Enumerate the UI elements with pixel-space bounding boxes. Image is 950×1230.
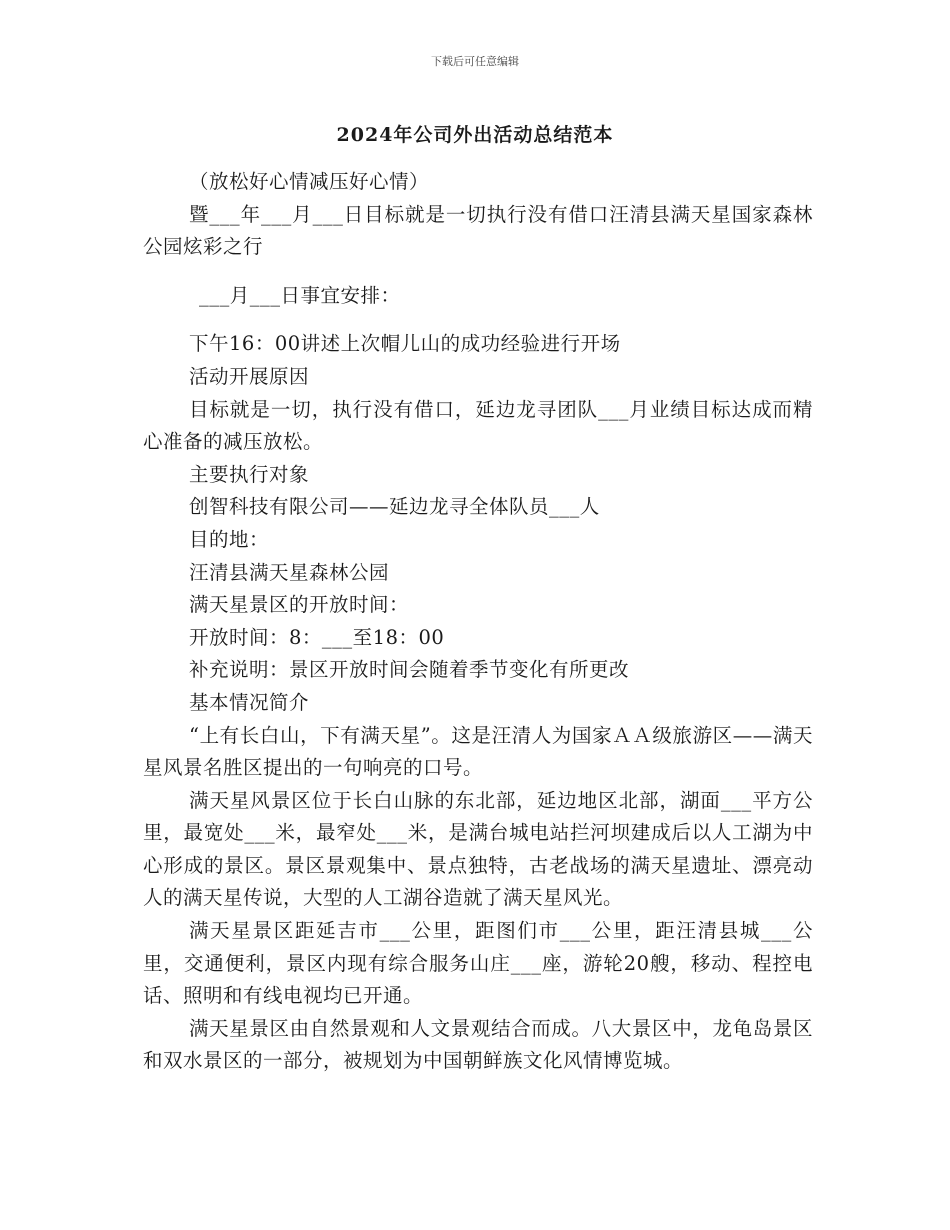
paragraph-hours-heading: 满天星景区的开放时间： xyxy=(189,593,410,617)
paragraph-destination: 汪清县满天星森林公园 xyxy=(189,560,390,584)
paragraph-reason: 目标就是一切，执行没有借口，延边龙寻团队___月业绩目标达成而精心准备的减压放松。 xyxy=(143,397,813,454)
paragraph-hours: 开放时间：8：___至18：00 xyxy=(189,625,445,649)
spacer xyxy=(143,264,813,280)
spacer xyxy=(143,312,813,328)
document-body xyxy=(143,166,813,1078)
paragraph-transport: 满天星景区距延吉市___公里，距图们市___公里，距汪清县城___公里，交通便利，景区内现有综合服务山庄___座，游轮20艘，移动、程控电话、照明和有线电视均已开通。 xyxy=(143,919,813,1008)
paragraph-theme: 暨___年___月___日目标就是一切执行没有借口汪清县满天星国家森林公园炫彩之行 xyxy=(143,202,813,259)
paragraph-location: 满天星风景区位于长白山脉的东北部，延边地区北部，湖面___平方公里，最宽处___米，最窄处___米，是满台城电站拦河坝建成后以人工湖为中心形成的景区。景区景观集中、景点独特，古老战场的满天星遗址、漂亮动人的满天星传说，大型的人工湖谷造就了满天星风光。 xyxy=(143,788,813,910)
paragraph-schedule-time: 下午16：00讲述上次帽儿山的成功经验进行开场 xyxy=(189,332,621,356)
paragraph-target-heading: 主要执行对象 xyxy=(189,462,310,486)
paragraph-note: 补充说明：景区开放时间会随着季节变化有所更改 xyxy=(189,658,630,682)
page-header-note: 下载后可任意编辑 xyxy=(431,55,519,68)
paragraph-schedule-heading: ___月___日事宜安排： xyxy=(199,283,401,307)
paragraph-target: 创智科技有限公司——延边龙寻全体队员___人 xyxy=(189,495,600,519)
paragraph-intro-heading: 基本情况简介 xyxy=(189,690,310,714)
document-title: 2024年公司外出活动总结范本 xyxy=(336,124,614,146)
paragraph-landscape: 满天星景区由自然景观和人文景观结合而成。八大景区中，龙龟岛景区和双水景区的一部分，被规划为中国朝鲜族文化风情博览城。 xyxy=(143,1016,813,1073)
paragraph-destination-heading: 目的地： xyxy=(189,527,270,551)
paragraph-reason-heading: 活动开展原因 xyxy=(189,364,310,388)
paragraph-slogan: “上有长白山，下有满天星”。这是汪清人为国家ＡＡ级旅游区——满天星风景名胜区提出的一句响亮的口号。 xyxy=(143,723,813,780)
paragraph-subtitle: （放松好心情减压好心情） xyxy=(189,170,430,193)
